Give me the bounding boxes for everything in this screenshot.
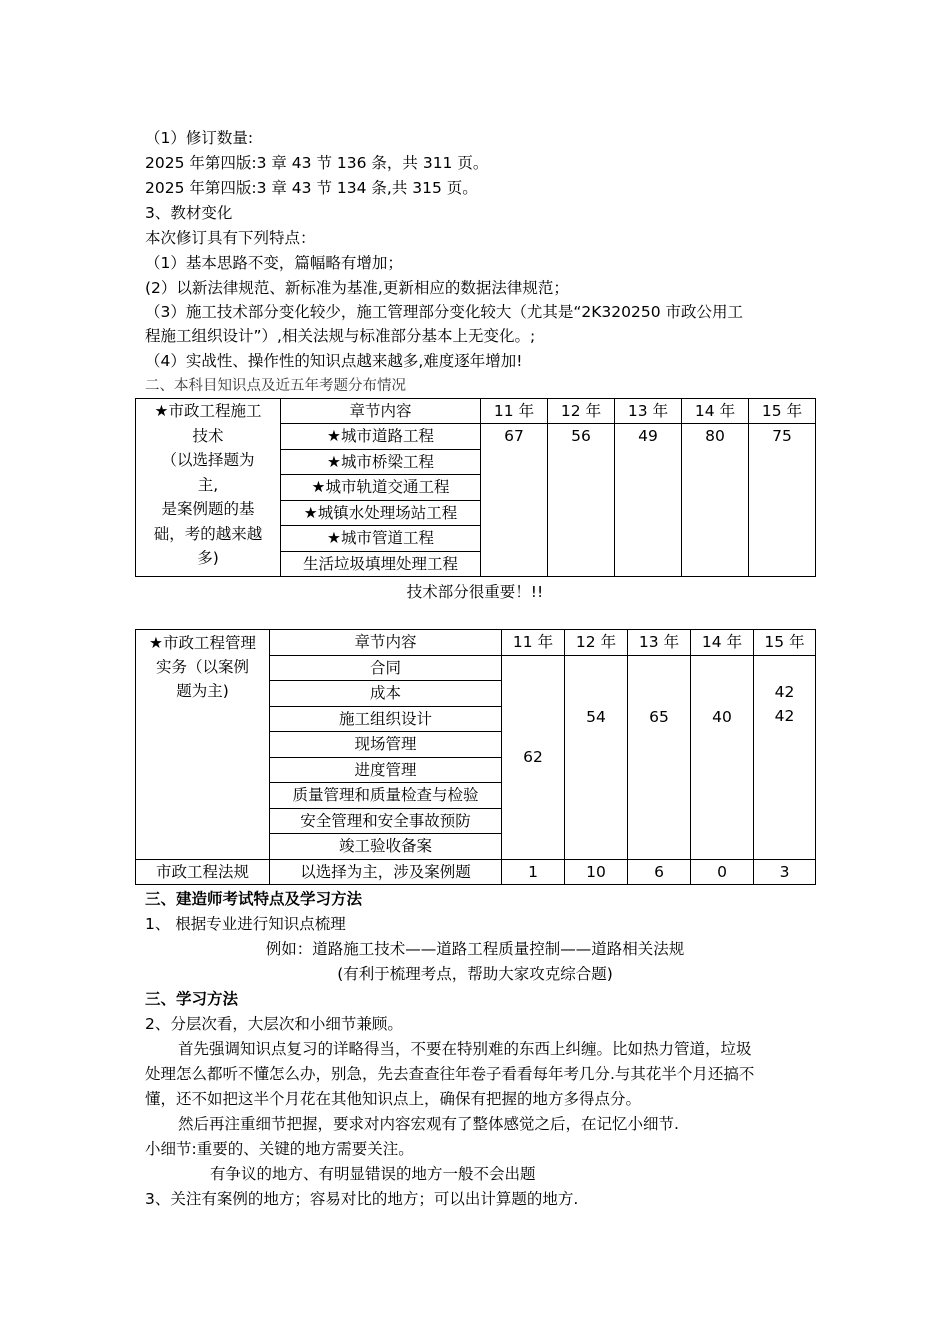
table2-law-value: 0 xyxy=(691,859,754,885)
section3-paragraph-line: 懂，还不如把这半个月花在其他知识点上，确保有把握的地方多得点分。 xyxy=(145,1090,642,1108)
table1-chapter: ★城镇水处理场站工程 xyxy=(281,500,481,526)
table1-chapter: ★城市轨道交通工程 xyxy=(281,475,481,501)
table2-law-row xyxy=(136,859,816,885)
table2-category xyxy=(136,655,270,859)
table2-header-year: 12 年 xyxy=(565,630,628,656)
table1-chapter: ★城市道路工程 xyxy=(281,424,481,450)
table2-law-content: 以选择为主，涉及案例题 xyxy=(270,859,502,885)
section3-paragraph-line: 首先强调知识点复习的详略得当，不要在特别难的东西上纠缠。比如热力管道，垃圾 xyxy=(178,1040,752,1058)
table-technology xyxy=(135,398,816,577)
table1-category-line: 础，考的越来越 xyxy=(153,524,263,543)
table1-header-year: 11 年 xyxy=(481,399,548,424)
table2-chapter: 合同 xyxy=(270,655,502,681)
table2-header-year: 15 年 xyxy=(754,630,816,656)
table1-chapter: ★城市桥梁工程 xyxy=(281,449,481,475)
table2-header-row xyxy=(136,630,816,656)
table2-law-value: 3 xyxy=(754,859,816,885)
table1-value: 80 xyxy=(682,424,749,577)
edition-line-2: 2025 年第四版:3 章 43 节 134 条,共 315 页。 xyxy=(145,179,478,197)
table2-chapter: 竣工验收备案 xyxy=(270,834,502,860)
table1-header-year: 13 年 xyxy=(615,399,682,424)
table2-header-year: 11 年 xyxy=(502,630,565,656)
edition-line-1: 2025 年第四版:3 章 43 节 136 条，共 311 页。 xyxy=(145,154,489,172)
table2-category-line: ★市政工程管理 xyxy=(136,630,270,656)
table2-header-year: 13 年 xyxy=(628,630,691,656)
feature-item-3a: （3）施工技术部分变化较少，施工管理部分变化较大（尤其是“2K320250 市政公用工 xyxy=(145,303,744,321)
section3-example: 例如：道路施工技术——道路工程质量控制——道路相关法规 xyxy=(265,940,685,958)
table2-chapter: 成本 xyxy=(270,681,502,707)
section3-title: 三、建造师考试特点及学习方法 xyxy=(145,890,363,908)
section3-title-2: 三、学习方法 xyxy=(145,990,239,1008)
table1-value: 56 xyxy=(548,424,615,577)
revision-features-intro: 本次修订具有下列特点： xyxy=(145,229,316,247)
table-row xyxy=(136,424,816,450)
table1-header-row xyxy=(136,399,816,424)
table2-chapter: 质量管理和质量检查与检验 xyxy=(270,783,502,809)
table2-value: 62 xyxy=(502,655,565,859)
table-management xyxy=(135,629,816,885)
section3-paragraph-line: 然后再注重细节把握，要求对内容宏观有了整体感觉之后，在记忆小细节. xyxy=(178,1115,679,1133)
table2-law-category: 市政工程法规 xyxy=(136,859,270,885)
feature-item-3b: 程施工组织设计”）,相关法规与标准部分基本上无变化。; xyxy=(145,327,536,345)
table1-header-year: 15 年 xyxy=(749,399,816,424)
table1-value: 67 xyxy=(481,424,548,577)
table2-category-line: 题为主) xyxy=(176,682,229,700)
table1-note: 技术部分很重要！!! xyxy=(406,583,544,601)
table1-header-content: 章节内容 xyxy=(281,399,481,424)
table1-category-line: （以选择题为 xyxy=(161,451,255,469)
table1-category-line: ★市政工程施工 xyxy=(136,399,281,424)
table2-law-value: 10 xyxy=(565,859,628,885)
table1-category xyxy=(136,424,281,577)
section3-point-3: 3、关注有案例的地方；容易对比的地方；可以出计算题的地方. xyxy=(145,1190,579,1208)
table2-law-value: 6 xyxy=(628,859,691,885)
table2-chapter: 现场管理 xyxy=(270,732,502,758)
section3-small-detail: 小细节:重要的、关键的地方需要关注。 xyxy=(145,1140,414,1158)
table2-header-content: 章节内容 xyxy=(270,630,502,656)
section3-point-1: 1、 根据专业进行知识点梳理 xyxy=(145,915,346,933)
table2-chapter: 施工组织设计 xyxy=(270,706,502,732)
section3-paragraph-line: 处理怎么都听不懂怎么办，别急，先去查查往年卷子看看每年考几分.与其花半个月还搞不 xyxy=(145,1065,755,1083)
table1-chapter: 生活垃圾填埋处理工程 xyxy=(281,551,481,577)
table2-value: 42 xyxy=(774,706,795,725)
section2-title: 二、本科目知识点及近五年考题分布情况 xyxy=(145,378,406,394)
feature-item-4: （4）实战性、操作性的知识点越来越多,难度逐年增加! xyxy=(145,352,523,370)
table2-chapter: 进度管理 xyxy=(270,757,502,783)
table2-value: 65 xyxy=(628,655,691,859)
feature-item-2: (2）以新法律规范、新标准为基准,更新相应的数据法律规范； xyxy=(145,279,569,297)
table2-category-line: 实务（以案例 xyxy=(155,658,249,676)
textbook-change-heading: 3、教材变化 xyxy=(145,204,233,222)
table2-law-value: 1 xyxy=(502,859,565,885)
table1-category-line: 是案例题的基 xyxy=(161,500,255,518)
feature-item-1: （1）基本思路不变，篇幅略有增加； xyxy=(145,254,403,272)
section3-example-note: (有利于梳理考点，帮助大家攻克综合题) xyxy=(337,965,613,983)
table1-header-year: 14 年 xyxy=(682,399,749,424)
table1-category-line: 技术 xyxy=(192,426,224,445)
table2-chapter: 安全管理和安全事故预防 xyxy=(270,808,502,834)
table1-category-line: 多) xyxy=(197,549,219,567)
table1-value: 49 xyxy=(615,424,682,577)
table2-value: 54 xyxy=(565,655,628,859)
table1-value: 75 xyxy=(749,424,816,577)
table2-value-pair xyxy=(754,655,816,859)
table2-value: 42 xyxy=(774,682,795,701)
table-row xyxy=(136,655,816,681)
table1-chapter: ★城市管道工程 xyxy=(281,526,481,552)
table1-header-year: 12 年 xyxy=(548,399,615,424)
section3-small-detail-note: 有争议的地方、有明显错误的地方一般不会出题 xyxy=(210,1165,536,1183)
table1-category-line: 主, xyxy=(197,475,219,494)
table2-value: 40 xyxy=(691,655,754,859)
table2-header-year: 14 年 xyxy=(691,630,754,656)
section3-point-2: 2、分层次看，大层次和小细节兼顾。 xyxy=(145,1015,403,1033)
revision-count-heading: （1）修订数量: xyxy=(145,129,254,147)
